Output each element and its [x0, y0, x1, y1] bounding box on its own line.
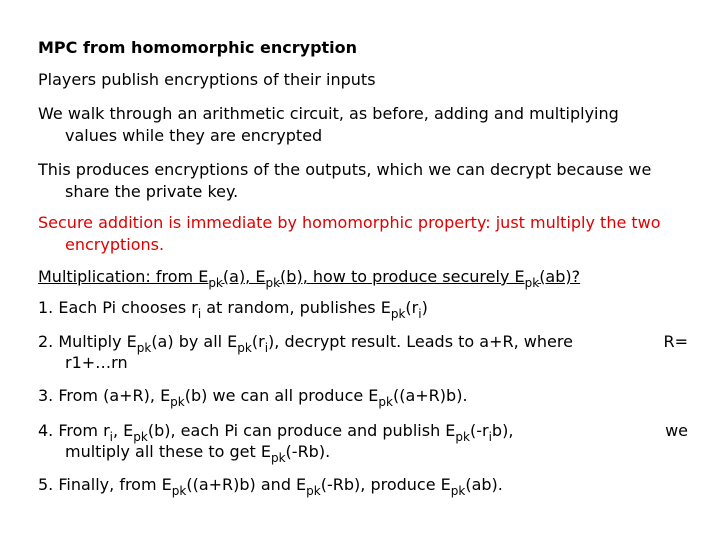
step-2-line2: r1+…rn — [65, 353, 128, 372]
step-5: 5. Finally, from $E_{pk}((a+R)b)$ and $E_{pk}(-Rb)$, produce $E_{pk}(ab)$. — [38, 475, 503, 498]
step-2-overflow-text: R= — [663, 332, 688, 351]
bullet-secure-addition — [38, 212, 698, 256]
step-3: 3. From (a+R), $E_{pk}(b)$ we can all produce $E_{pk}((a+R)b)$. — [38, 386, 468, 409]
bullet-secure-addition-line2: encryptions. — [65, 235, 165, 254]
step-4-line2: multiply all these to get $E_{pk}(-Rb)$. — [65, 442, 331, 465]
bullet-outputs — [38, 159, 698, 203]
step-4-overflow-text: we — [665, 421, 688, 440]
bullet-arithmetic-circuit — [38, 103, 698, 147]
bullet-publish-inputs: Players publish encryptions of their inputs — [38, 70, 376, 89]
bullet-arithmetic-circuit-line2: values while they are encrypted — [65, 126, 323, 145]
bullet-arithmetic-circuit-line1: We walk through an arithmetic circuit, as before, adding and multiplying — [38, 104, 619, 123]
step-2-line1: 2. Multiply $E_{pk}(a)$ by all $E_{pk}(r_i)$, decrypt result. Leads to a+R, where — [38, 332, 573, 355]
bullet-outputs-line2: share the private key. — [65, 182, 239, 201]
multiplication-heading: Multiplication: from $E_{pk}(a)$, $E_{pk}(b)$, how to produce securely $E_{pk}(ab)$? — [38, 267, 581, 290]
bullet-outputs-line1: This produces encryptions of the outputs, which we can decrypt because we — [38, 160, 652, 179]
step-1: 1. Each Pi chooses $r_i$ at random, publishes $E_{pk}(r_i)$ — [38, 298, 428, 321]
step-4-line1: 4. From $r_i$, $E_{pk}(b)$, each Pi can produce and publish $E_{pk}(-r_ib)$, — [38, 421, 514, 444]
slide-title: MPC from homomorphic encryption — [38, 38, 358, 57]
bullet-secure-addition-line1: Secure addition is immediate by homomorphic property: just multiply the two — [38, 213, 661, 232]
